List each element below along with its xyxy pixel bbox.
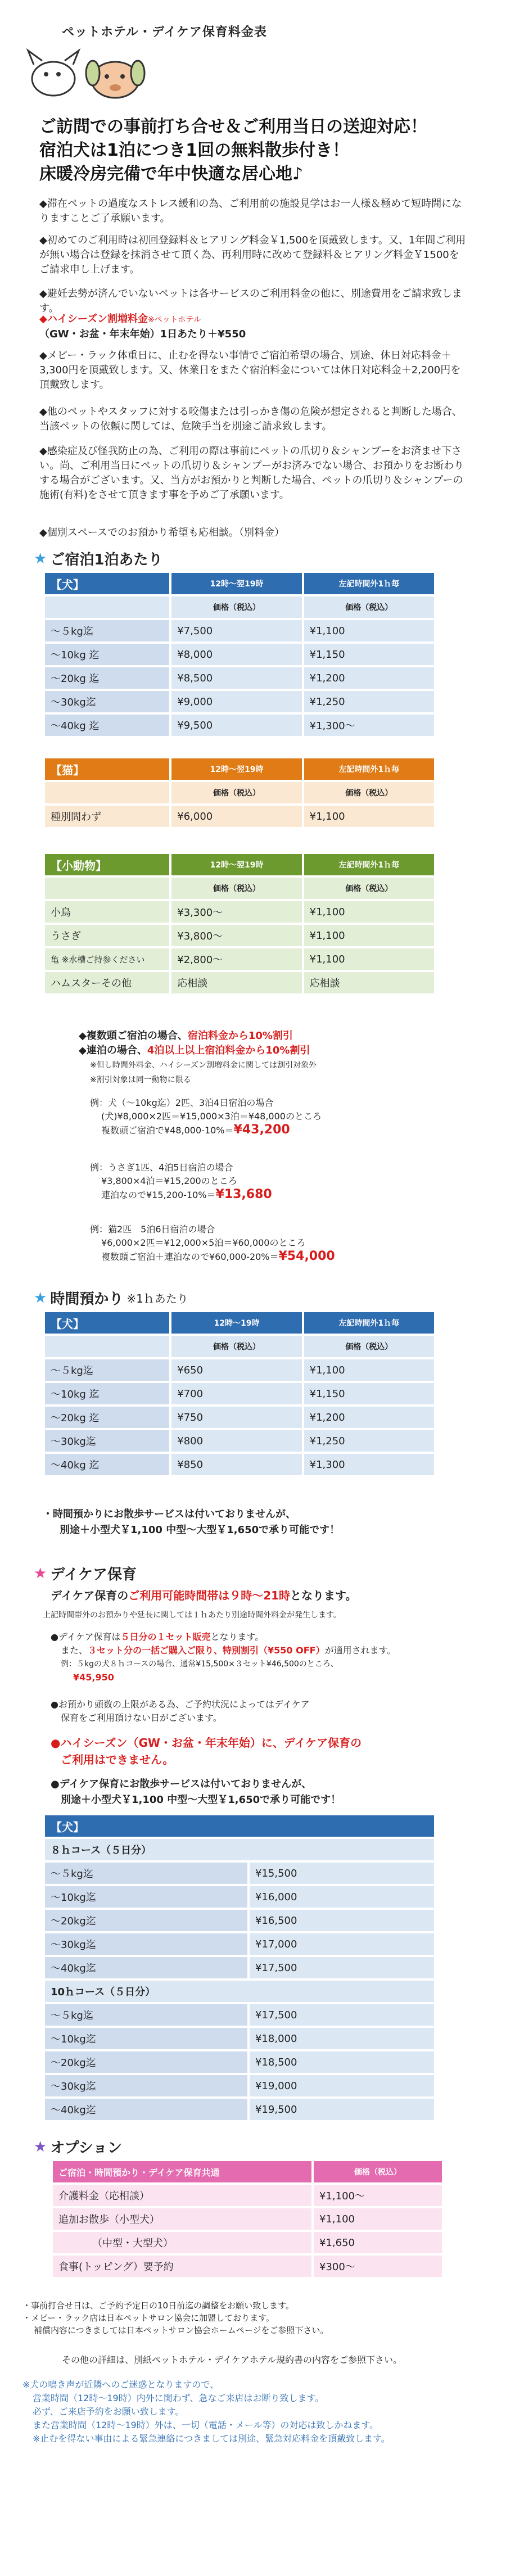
footer-line: ・メピー・ラック店は日本ペットサロン協会に加盟しております。 bbox=[22, 2313, 274, 2323]
size-cell: 種別問わず bbox=[45, 806, 169, 827]
table-row bbox=[45, 2099, 434, 2120]
price-cell: ¥7,500 bbox=[171, 620, 301, 641]
option-price: ¥1,100〜 bbox=[314, 2185, 442, 2206]
footer-line: ・事前打合せ日は、ご予約予定日の10日前迄の調整をお願い致します。 bbox=[22, 2301, 294, 2311]
lead-line: ご訪問での事前打ち合せ＆ご利用当日の送迎対応！ bbox=[39, 117, 427, 137]
hourly-section-label: 時間預かり bbox=[50, 1291, 124, 1308]
col-header: 12時〜翌19時 bbox=[171, 758, 301, 780]
walk-note-line: ●デイケア保育にお散歩サービスは付いておりませんが、 bbox=[51, 1778, 312, 1790]
walk-note-line: 別途＋小型犬￥1,100 中型〜大型￥1,650で承り可能です！ bbox=[61, 1794, 341, 1806]
example-2 bbox=[90, 1161, 472, 1202]
example-result-label: 複数頭ご宿泊＋連泊なので¥60,000-20%＝ bbox=[101, 1251, 279, 1262]
size-cell: 〜30kg迄 bbox=[45, 1430, 169, 1452]
example-result: ¥54,000 bbox=[278, 1249, 335, 1263]
course-title: 10ｈコース（５日分） bbox=[45, 1981, 434, 2002]
table-subheader bbox=[45, 878, 434, 899]
note-visit: ◆滞在ペットの過度なストレス緩和の為、ご利用前の施設見学はお一人様＆極めて短時間になりますことご了承願います。 bbox=[39, 198, 462, 224]
table-label: 【犬】 bbox=[45, 573, 169, 594]
option-name: 食事(トッピング）要予約 bbox=[53, 2256, 311, 2277]
footer-line: また営業時間（12時〜19時）外は、一切（電話・メール等）の対応は致しかねます。 bbox=[33, 2420, 379, 2430]
stay-dog-table bbox=[43, 571, 436, 738]
table-row bbox=[45, 948, 434, 970]
daycare-section-title bbox=[34, 1563, 137, 1584]
extra-cell: ¥1,250 bbox=[304, 691, 434, 712]
note-holiday: ◆メピー・ラック体重日に、止むを得ない事情でご宿泊希望の場合、別途、休日対応料金＋3,300円を頂戴致します。又、休業日をまたぐ宿泊料金については休日対応料金＋2,200円を頂戴致します。 bbox=[39, 350, 461, 391]
price-head: 価格（税込） bbox=[304, 782, 434, 803]
price-cell: ¥17,500 bbox=[250, 1957, 434, 1978]
price-cell: ¥19,000 bbox=[250, 2075, 434, 2096]
set-text: となります。 bbox=[210, 1632, 264, 1642]
note-private-space: ◆個別スペースでのお預かり希望も応相談。（別料金） bbox=[39, 527, 284, 539]
price-head: 価格（税込） bbox=[314, 2161, 442, 2182]
extra-cell: ¥1,100 bbox=[304, 901, 434, 923]
price-cell: ¥16,000 bbox=[250, 1886, 434, 1908]
animal-cell: 小鳥 bbox=[45, 901, 169, 923]
daycare-hours-text: となります。 bbox=[290, 1589, 357, 1602]
options-table bbox=[51, 2159, 444, 2279]
price-cell: 応相談 bbox=[171, 972, 301, 993]
table-label: 【小動物】 bbox=[45, 854, 169, 875]
price-cell: ¥700 bbox=[171, 1383, 301, 1404]
price-head: 価格（税込） bbox=[304, 1336, 434, 1357]
option-name: （中型・大型犬） bbox=[53, 2232, 311, 2253]
size-cell: 〜20kg 迄 bbox=[45, 1407, 169, 1428]
price-cell: ¥9,000 bbox=[171, 691, 301, 712]
animal-cell: ハムスターその他 bbox=[45, 972, 169, 993]
walk-note-line: ・時間預かりにお散歩サービスは付いておりませんが、 bbox=[43, 1508, 296, 1520]
blank-cell bbox=[45, 878, 169, 899]
capacity-line: 保育をご利用頂けない日がございます。 bbox=[61, 1712, 222, 1723]
table-label: 【猫】 bbox=[45, 758, 169, 780]
daycare-hours-text: デイケア保育の bbox=[51, 1589, 129, 1602]
extra-cell: ¥1,300〜 bbox=[304, 715, 434, 736]
stay-cat-table bbox=[43, 756, 436, 829]
size-cell: 〜20kg 迄 bbox=[45, 667, 169, 689]
table-row bbox=[45, 691, 434, 712]
star-icon: ★ bbox=[34, 1565, 47, 1582]
daycare-section-label: デイケア保育 bbox=[50, 1566, 137, 1583]
example-title: 例：猫2匹 5泊6日宿泊の場合 bbox=[90, 1224, 215, 1235]
size-cell: 〜10kg迄 bbox=[45, 1886, 247, 1908]
table-header bbox=[45, 758, 434, 780]
table-row bbox=[45, 925, 434, 946]
set-example-result: ¥45,950 bbox=[73, 1672, 114, 1683]
example-calc: ¥3,800×4泊＝¥15,200のところ bbox=[101, 1176, 237, 1186]
option-name: 介護料金（応相談） bbox=[53, 2185, 311, 2206]
price-cell: ¥15,500 bbox=[250, 1863, 434, 1884]
footer-visit-notice bbox=[22, 2378, 484, 2446]
footer-terms: その他の詳細は、別紙ペットホテル・デイケアホテル規約書の内容をご参照下さい。 bbox=[62, 2354, 402, 2365]
table-row bbox=[45, 1863, 434, 1884]
extra-cell: 応相談 bbox=[304, 972, 434, 993]
example-title: 例：うさぎ1匹、4泊5日宿泊の場合 bbox=[90, 1162, 233, 1173]
footer-line: ※犬の鳴き声が近隣へのご迷惑となりますので、 bbox=[22, 2379, 219, 2390]
table-label: 【犬】 bbox=[45, 1312, 169, 1334]
discount-note: ※但し時間外料金、ハイシーズン割増料金に関しては割引対象外 bbox=[90, 1061, 317, 1070]
note-neuter: ◆避妊去勢が済んでいないペットは各サービスのご利用料金の他に、別途費用をご請求致します。 bbox=[39, 288, 462, 314]
size-cell: 〜40kg迄 bbox=[45, 2099, 247, 2120]
table-row bbox=[45, 1910, 434, 1931]
hourly-dog-table bbox=[43, 1310, 436, 1477]
table-header bbox=[45, 573, 434, 594]
star-icon: ★ bbox=[34, 550, 47, 567]
daycare-overtime-note: 上記時間帯外のお預かりや延長に関しては１ｈあたり別途時間外料金が発生します。 bbox=[43, 1611, 341, 1620]
animal-cell: うさぎ bbox=[45, 925, 169, 946]
example-result-label: 複数頭ご宿泊で¥48,000-10%＝ bbox=[101, 1125, 234, 1136]
example-calc: ¥6,000×2匹＝¥12,000×5泊＝¥60,000のところ bbox=[101, 1237, 306, 1248]
discount-note: ※割引対象は同一動物に限る bbox=[90, 1075, 191, 1084]
size-cell: 〜10kg 迄 bbox=[45, 1383, 169, 1404]
example-result: ¥13,680 bbox=[215, 1187, 272, 1201]
high-season-line: ●ハイシーズン（GW・お盆・年末年始）に、デイケア保育の bbox=[51, 1736, 362, 1750]
example-result: ¥43,200 bbox=[233, 1123, 290, 1137]
hourly-section-sub: ※1ｈあたり bbox=[126, 1292, 188, 1305]
extra-cell: ¥1,100 bbox=[304, 1359, 434, 1381]
table-row bbox=[45, 806, 434, 827]
daycare-hours bbox=[51, 1587, 489, 1603]
extra-cell: ¥1,100 bbox=[304, 620, 434, 641]
page-title: ペットホテル・デイケア保育料金表 bbox=[62, 25, 267, 39]
hourly-section-title bbox=[34, 1287, 188, 1308]
size-cell: 〜30kg迄 bbox=[45, 2075, 247, 2096]
price-cell: ¥650 bbox=[171, 1359, 301, 1381]
stay-section-label: ご宿泊1泊あたり bbox=[50, 552, 163, 568]
blank-cell bbox=[45, 1336, 169, 1357]
size-cell: 〜40kg 迄 bbox=[45, 715, 169, 736]
set-text: が適用されます。 bbox=[324, 1645, 396, 1656]
table-row bbox=[45, 1454, 434, 1475]
price-cell: ¥18,000 bbox=[250, 2028, 434, 2049]
set-example: 例：５kgの犬８ｈコースの場合、通常¥15,500×３セット¥46,500のところ、 bbox=[61, 1660, 338, 1669]
high-season-suffix: ※ペットホテル bbox=[147, 315, 201, 324]
size-cell: 〜40kg迄 bbox=[45, 1957, 247, 1978]
set-highlight: ３セット分の一括ご購入ご限り、特別割引（¥550 OFF） bbox=[88, 1645, 325, 1656]
extra-cell: ¥1,200 bbox=[304, 667, 434, 689]
col-header: 左記時間外1ｈ毎 bbox=[304, 573, 434, 594]
course-row bbox=[45, 1839, 434, 1860]
price-head: 価格（税込） bbox=[171, 596, 301, 618]
options-head: ご宿泊・時間預かり・デイケア保育共通 bbox=[53, 2161, 311, 2182]
extra-cell: ¥1,100 bbox=[304, 948, 434, 970]
discount-highlight: 宿泊料金から10%割引 bbox=[187, 1030, 293, 1042]
discount-block bbox=[79, 1029, 472, 1087]
table-header bbox=[45, 854, 434, 875]
col-header: 左記時間外1ｈ毎 bbox=[304, 758, 434, 780]
table-row bbox=[45, 1430, 434, 1452]
set-text: ●デイケア保育は bbox=[51, 1632, 121, 1642]
daycare-high-season-note bbox=[51, 1734, 484, 1768]
extra-cell: ¥1,200 bbox=[304, 1407, 434, 1428]
daycare-walk-note bbox=[51, 1777, 484, 1808]
star-icon: ★ bbox=[34, 1289, 47, 1307]
note-hygiene: ◆感染症及び怪我防止の為、ご利用の際は事前にペットの爪切り＆シャンプーをお済ませ下さい。尚、ご利用当日にペットの爪切り＆シャンプーがお済みでない場合、お預かりをお断わりする場合がございます。又、当方がお預かりと判断した場合、ペットの爪切り＆シャンプーの施術(有料)をさせて頂きます事を予めご了承願います。 bbox=[39, 445, 464, 501]
table-header bbox=[53, 2161, 442, 2182]
table-row bbox=[45, 901, 434, 923]
option-name: 追加お散歩（小型犬） bbox=[53, 2208, 311, 2230]
set-highlight: ５日分の１セット販売 bbox=[120, 1632, 211, 1642]
table-row bbox=[45, 2051, 434, 2073]
price-cell: ¥3,800〜 bbox=[171, 925, 301, 946]
price-cell: ¥8,500 bbox=[171, 667, 301, 689]
example-title: 例：犬（〜10kg迄）2匹、3泊4日宿泊の場合 bbox=[90, 1097, 274, 1108]
price-cell: ¥2,800〜 bbox=[171, 948, 301, 970]
extra-cell: ¥1,100 bbox=[304, 925, 434, 946]
lead-text bbox=[39, 115, 427, 186]
high-season-title: ◆ハイシーズン割増料金 bbox=[39, 313, 148, 325]
set-text: また、 bbox=[61, 1645, 88, 1656]
size-cell: 〜20kg迄 bbox=[45, 1910, 247, 1931]
price-cell: ¥3,300〜 bbox=[171, 901, 301, 923]
footer-line: ※止むを得ない事由による緊急連絡につきましては別途、緊急対応料金を頂戴致します。 bbox=[33, 2433, 390, 2444]
size-cell: 〜30kg迄 bbox=[45, 1933, 247, 1955]
col-header: 12時〜翌19時 bbox=[171, 854, 301, 875]
table-header bbox=[45, 1815, 434, 1837]
size-cell: 〜５kg迄 bbox=[45, 1359, 169, 1381]
animal-cell: 亀 ※水槽ご持参ください bbox=[45, 948, 169, 970]
table-subheader bbox=[45, 782, 434, 803]
walk-note-line: 別途＋小型犬￥1,100 中型〜大型￥1,650で承り可能です！ bbox=[60, 1524, 340, 1536]
extra-cell: ¥1,250 bbox=[304, 1430, 434, 1452]
table-row bbox=[45, 1886, 434, 1908]
table-row bbox=[45, 972, 434, 993]
options-section-title bbox=[34, 2136, 122, 2157]
example-calc: (犬)¥8,000×2匹＝¥15,000×3泊＝¥48,000のところ bbox=[101, 1111, 322, 1122]
price-cell: ¥750 bbox=[171, 1407, 301, 1428]
table-row bbox=[45, 2075, 434, 2096]
option-price: ¥1,650 bbox=[314, 2232, 442, 2253]
size-cell: 〜10kg 迄 bbox=[45, 644, 169, 665]
table-row bbox=[45, 644, 434, 665]
price-cell: ¥9,500 bbox=[171, 715, 301, 736]
size-cell: 〜５kg迄 bbox=[45, 2004, 247, 2026]
stay-section-title bbox=[34, 548, 162, 569]
col-header: 12時〜翌19時 bbox=[171, 573, 301, 594]
table-row bbox=[45, 620, 434, 641]
price-cell: ¥16,500 bbox=[250, 1910, 434, 1931]
table-row bbox=[45, 2028, 434, 2049]
table-row bbox=[53, 2208, 442, 2230]
price-head: 価格（税込） bbox=[171, 1336, 301, 1357]
price-cell: ¥6,000 bbox=[171, 806, 301, 827]
table-row bbox=[53, 2185, 442, 2206]
extra-cell: ¥1,150 bbox=[304, 644, 434, 665]
daycare-dog-table bbox=[43, 1813, 436, 2122]
table-subheader bbox=[45, 596, 434, 618]
stay-small-animal-table bbox=[43, 852, 436, 996]
discount-text: ◆連泊の場合、 bbox=[79, 1045, 147, 1056]
table-subheader bbox=[45, 1336, 434, 1357]
course-row bbox=[45, 1981, 434, 2002]
price-cell: ¥800 bbox=[171, 1430, 301, 1452]
size-cell: 〜10kg迄 bbox=[45, 2028, 247, 2049]
table-row bbox=[45, 1933, 434, 1955]
price-head: 価格（税込） bbox=[304, 878, 434, 899]
price-head: 価格（税込） bbox=[171, 878, 301, 899]
table-header bbox=[45, 1312, 434, 1334]
options-section-label: オプション bbox=[50, 2140, 122, 2157]
table-row bbox=[45, 1957, 434, 1978]
price-cell: ¥850 bbox=[171, 1454, 301, 1475]
price-cell: ¥17,500 bbox=[250, 2004, 434, 2026]
size-cell: 〜20kg迄 bbox=[45, 2051, 247, 2073]
discount-text: ◆複数頭ご宿泊の場合、 bbox=[79, 1030, 188, 1042]
price-cell: ¥19,500 bbox=[250, 2099, 434, 2120]
footer-notes bbox=[22, 2299, 484, 2337]
lead-line: 宿泊犬は1泊につき1回の無料散歩付き！ bbox=[39, 141, 350, 160]
example-1 bbox=[90, 1096, 472, 1137]
mascot-illustration-icon bbox=[22, 39, 152, 107]
table-row bbox=[53, 2256, 442, 2277]
extra-cell: ¥1,150 bbox=[304, 1383, 434, 1404]
col-header: 左記時間外1ｈ毎 bbox=[304, 854, 434, 875]
extra-cell: ¥1,100 bbox=[304, 806, 434, 827]
blank-cell bbox=[45, 596, 169, 618]
note-high-season bbox=[39, 312, 467, 342]
size-cell: 〜30kg迄 bbox=[45, 691, 169, 712]
footer-line: 補償内容につきましては日本ペットサロン協会ホームページをご参照下さい。 bbox=[34, 2325, 329, 2335]
capacity-line: ●お預かり頭数の上限がある為、ご予約状況によってはデイケア bbox=[51, 1699, 310, 1710]
note-registration: ◆初めてのご利用時は初回登録料＆ヒアリング料金￥1,500を頂戴致します。又、1年間ご利用が無い場合は登録を抹消させて頂く為、再利用時に改めて登録料＆ヒアリング料金￥1500をご請求申し上げます。 bbox=[39, 234, 466, 275]
table-label: 【犬】 bbox=[45, 1815, 434, 1837]
price-cell: ¥17,000 bbox=[250, 1933, 434, 1955]
table-row bbox=[45, 715, 434, 736]
discount-highlight: 4泊以上以上宿泊料金から10%割引 bbox=[147, 1045, 310, 1056]
price-cell: ¥8,000 bbox=[171, 644, 301, 665]
size-cell: 〜５kg迄 bbox=[45, 1863, 247, 1884]
table-row bbox=[45, 667, 434, 689]
price-head: 価格（税込） bbox=[304, 596, 434, 618]
col-header: 12時〜19時 bbox=[171, 1312, 301, 1334]
price-cell: ¥18,500 bbox=[250, 2051, 434, 2073]
example-result-label: 連泊なので¥15,200-10%＝ bbox=[101, 1190, 216, 1200]
star-icon: ★ bbox=[34, 2138, 47, 2155]
blank-cell bbox=[45, 782, 169, 803]
daycare-hours-highlight: ご利用可能時間帯は９時〜21時 bbox=[128, 1589, 291, 1602]
daycare-set-info bbox=[51, 1630, 484, 1684]
example-3 bbox=[90, 1223, 472, 1264]
col-header: 左記時間外1ｈ毎 bbox=[304, 1312, 434, 1334]
table-row bbox=[45, 1407, 434, 1428]
option-price: ¥300〜 bbox=[314, 2256, 442, 2277]
note-danger: ◆他のペットやスタッフに対する咬傷または引っかき傷の危険が想定されると判断した場合、当該ペットの依頼に関しては、危険手当を別途ご請求致します。 bbox=[39, 406, 462, 432]
table-row bbox=[45, 2004, 434, 2026]
extra-cell: ¥1,300 bbox=[304, 1454, 434, 1475]
size-cell: 〜５kg迄 bbox=[45, 620, 169, 641]
size-cell: 〜40kg 迄 bbox=[45, 1454, 169, 1475]
lead-line: 床暖冷房完備で年中快適な居心地♪ bbox=[39, 164, 304, 184]
high-season-line: ご利用はできません。 bbox=[61, 1753, 174, 1766]
table-row bbox=[45, 1383, 434, 1404]
price-head: 価格（税込） bbox=[171, 782, 301, 803]
footer-line: 必ず、ご来店予約をお願い致します。 bbox=[33, 2406, 184, 2417]
option-price: ¥1,100 bbox=[314, 2208, 442, 2230]
table-row bbox=[45, 1359, 434, 1381]
table-row bbox=[53, 2232, 442, 2253]
course-title: ８ｈコース（５日分） bbox=[45, 1839, 434, 1860]
footer-line: 営業時間（12時〜19時）内外に関わず、急なご来店はお断り致します。 bbox=[33, 2393, 324, 2403]
hourly-walk-note bbox=[43, 1507, 481, 1538]
daycare-capacity-note bbox=[51, 1698, 484, 1725]
high-season-body: （GW・お盆・年末年始）1日あたり＋¥550 bbox=[39, 328, 246, 340]
